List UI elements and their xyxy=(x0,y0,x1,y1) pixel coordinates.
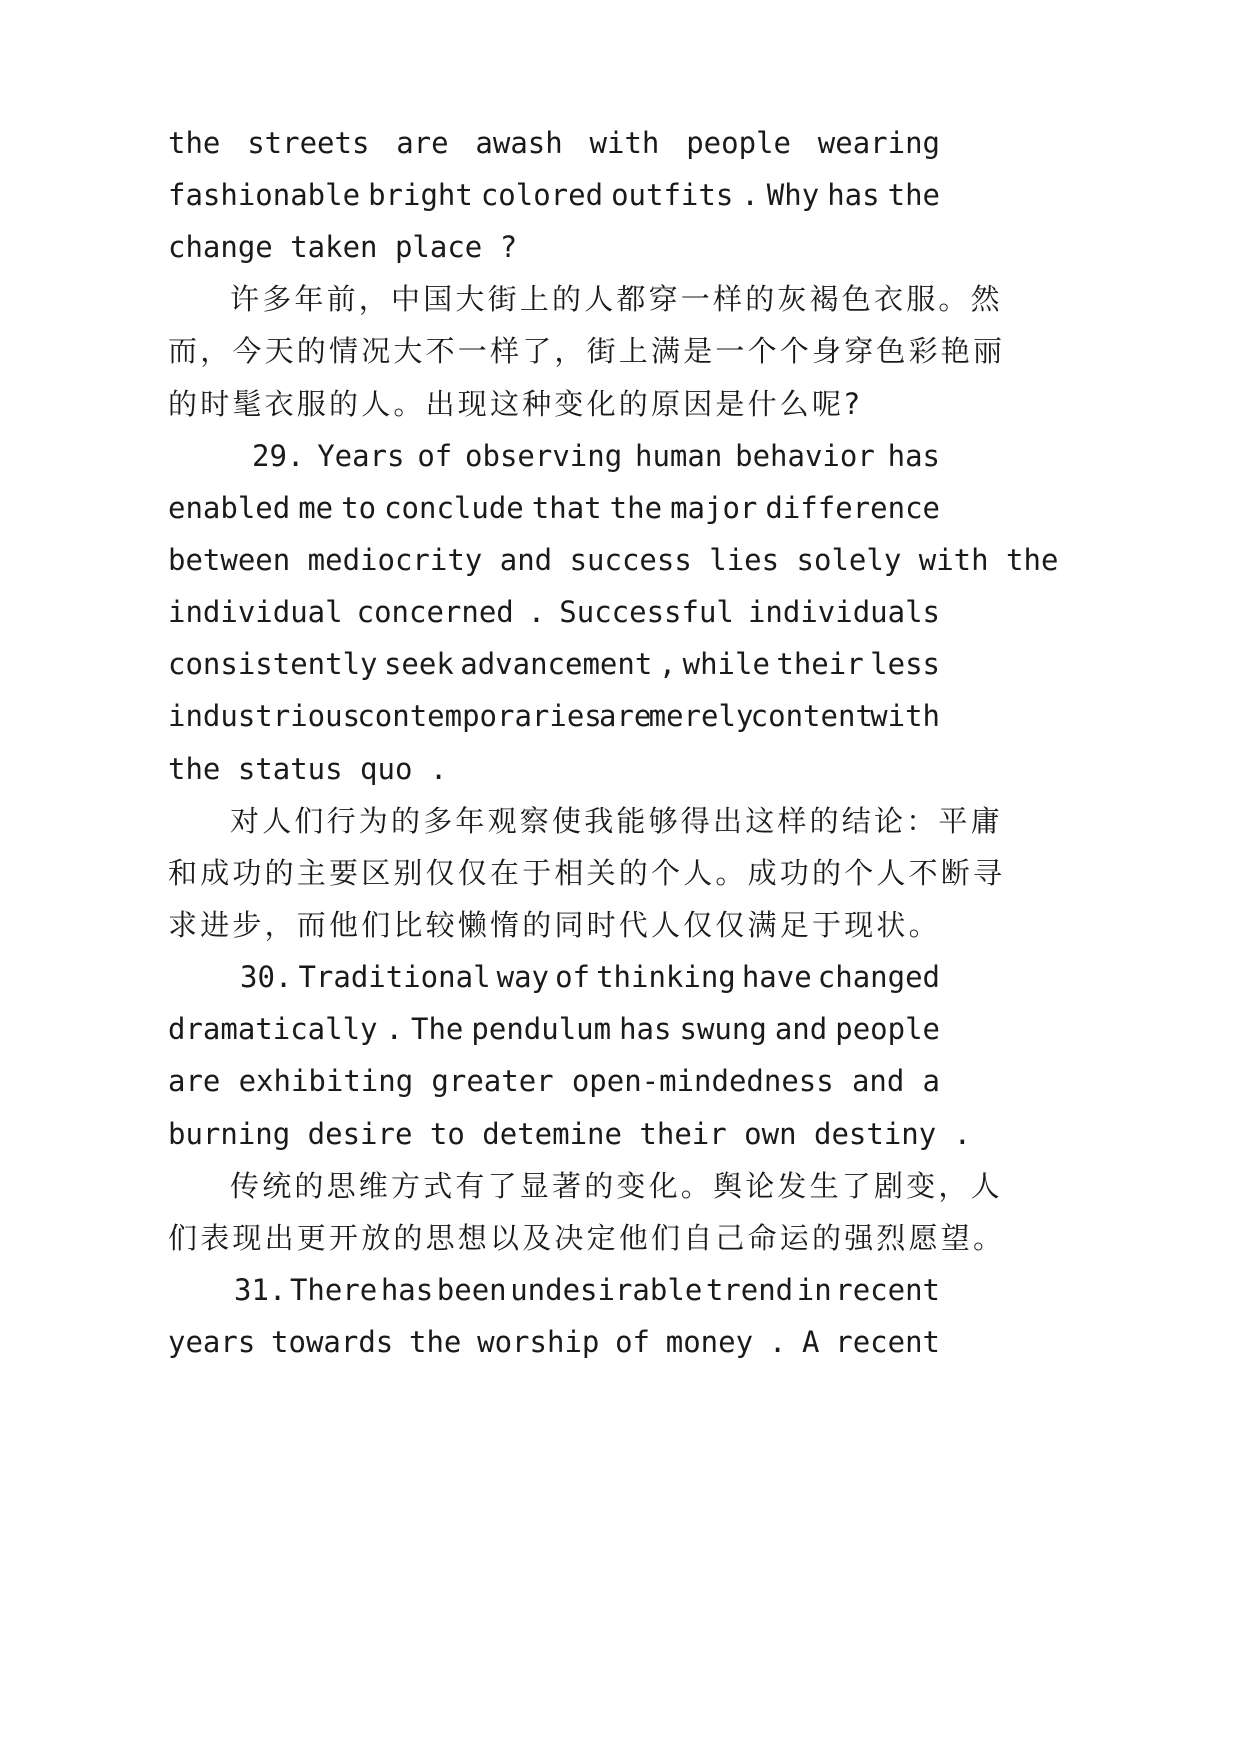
text-segment: content xyxy=(750,699,873,733)
text-segment: me xyxy=(298,491,334,525)
text-segment: to xyxy=(341,491,377,525)
text-segment: seek xyxy=(383,647,454,681)
text-segment: has xyxy=(619,1012,672,1046)
text-segment: are xyxy=(599,699,652,733)
text-segment: . xyxy=(527,595,546,629)
text-segment: , xyxy=(658,647,677,681)
chinese-text-line xyxy=(0,327,1241,375)
text-segment: behavior xyxy=(735,439,875,473)
text-segment: concerned xyxy=(356,595,514,629)
text-segment: enabled xyxy=(168,491,291,525)
text-segment: has xyxy=(887,439,940,473)
text-segment: towards xyxy=(271,1325,394,1359)
text-segment: recent xyxy=(835,1325,940,1359)
text-segment: their xyxy=(776,647,864,681)
text-segment: 31. xyxy=(234,1273,287,1307)
text-segment: with xyxy=(870,699,940,733)
text-segment: Successful xyxy=(559,595,734,629)
text-segment: 传统的思维方式有了显著的变化。舆论发生了剧变，人 xyxy=(230,1169,1003,1203)
text-segment: the xyxy=(409,1325,462,1359)
text-segment: greater xyxy=(431,1064,554,1098)
text-segment: . xyxy=(768,1325,787,1359)
english-text-line xyxy=(0,1110,1241,1158)
text-segment: merely xyxy=(648,699,754,733)
text-segment: conclude xyxy=(384,491,524,525)
text-segment: individual xyxy=(168,595,343,629)
text-segment: between mediocrity and success lies solely with the xyxy=(168,543,1059,577)
text-segment: contemporaries xyxy=(357,699,602,733)
english-text-line xyxy=(0,588,1241,636)
english-text-line xyxy=(0,223,1241,271)
text-segment: worship xyxy=(477,1325,600,1359)
text-segment: of xyxy=(615,1325,651,1359)
text-segment: colored xyxy=(480,178,604,212)
english-text-line xyxy=(0,484,1241,532)
text-segment: observing xyxy=(465,439,623,473)
text-segment: in xyxy=(796,1273,832,1307)
text-segment: and xyxy=(774,1012,828,1046)
text-segment: bright xyxy=(368,178,473,212)
text-segment: 们表现出更开放的思想以及决定他们自己命运的强烈愿望。 xyxy=(168,1221,1006,1255)
text-segment: changed xyxy=(817,960,940,994)
text-segment: change taken place ? xyxy=(168,230,518,264)
text-segment: 许多年前，中国大街上的人都穿一样的灰褐色衣服。然 xyxy=(230,282,1003,316)
text-segment: wearing xyxy=(817,126,940,160)
chinese-text-line xyxy=(0,797,1241,845)
text-segment: individuals xyxy=(747,595,940,629)
text-segment: way xyxy=(496,960,549,994)
text-segment: thinking xyxy=(596,960,736,994)
text-segment: with xyxy=(589,126,660,160)
text-segment: the xyxy=(887,178,940,212)
text-segment: are xyxy=(396,126,449,160)
text-segment: of xyxy=(417,439,453,473)
text-segment: money xyxy=(665,1325,754,1359)
text-segment: consistently xyxy=(168,647,378,681)
text-segment: recent xyxy=(835,1273,940,1307)
text-segment: A xyxy=(802,1325,820,1359)
text-segment: been xyxy=(436,1273,507,1307)
english-text-line xyxy=(0,745,1241,793)
text-segment: of xyxy=(555,960,590,994)
text-segment: a xyxy=(922,1064,940,1098)
text-segment: the xyxy=(609,491,663,525)
text-segment: people xyxy=(686,126,791,160)
text-segment: Years xyxy=(317,439,405,473)
english-text-line xyxy=(0,536,1241,584)
chinese-text-line xyxy=(0,901,1241,949)
text-segment: dramatically xyxy=(168,1012,378,1046)
text-segment: human xyxy=(634,439,723,473)
english-text-line xyxy=(0,171,1241,219)
text-segment: while xyxy=(682,647,770,681)
text-segment: are xyxy=(168,1064,221,1098)
chinese-text-line xyxy=(0,275,1241,323)
english-text-line xyxy=(0,692,1241,740)
chinese-text-line xyxy=(0,380,1241,428)
chinese-text-line xyxy=(0,1214,1241,1262)
text-segment: less xyxy=(870,647,940,681)
text-segment: 对人们行为的多年观察使我能够得出这样的结论：平庸 xyxy=(230,804,1003,838)
text-segment: that xyxy=(531,491,602,525)
text-segment: 而，今天的情况大不一样了，街上满是一个个身穿色彩艳丽 xyxy=(168,334,1006,368)
text-segment: . xyxy=(741,178,759,212)
text-segment: have xyxy=(741,960,812,994)
english-text-line xyxy=(0,1318,1241,1366)
text-segment: pendulum xyxy=(471,1012,612,1046)
text-segment: the xyxy=(168,126,221,160)
text-segment: awash xyxy=(475,126,563,160)
english-text-line xyxy=(0,119,1241,167)
text-segment: 29. xyxy=(252,439,305,473)
text-segment: industrious xyxy=(168,699,361,733)
text-segment: Why xyxy=(766,178,820,212)
text-segment: has xyxy=(827,178,880,212)
text-segment: exhibiting xyxy=(238,1064,414,1098)
text-segment: outfits xyxy=(611,178,734,212)
english-text-line xyxy=(0,640,1241,688)
text-segment: There xyxy=(289,1273,378,1307)
text-segment: trend xyxy=(705,1273,794,1307)
text-segment: years xyxy=(168,1325,256,1359)
chinese-text-line xyxy=(0,849,1241,897)
text-segment: 的时髦衣服的人。出现这种变化的原因是什么呢? xyxy=(168,387,863,421)
english-text-line xyxy=(0,1005,1241,1053)
text-segment: fashionable xyxy=(168,178,361,212)
english-text-line xyxy=(0,1057,1241,1105)
text-segment: swung xyxy=(679,1012,767,1046)
text-segment: major xyxy=(670,491,758,525)
chinese-text-line xyxy=(0,1162,1241,1210)
text-segment: open-mindedness xyxy=(571,1064,834,1098)
text-segment: undesirable xyxy=(510,1273,703,1307)
text-segment: burning desire to detemine their own destiny . xyxy=(168,1117,972,1151)
text-segment: 和成功的主要区别仅仅在于相关的个人。成功的个人不断寻 xyxy=(168,856,1006,890)
english-text-line xyxy=(0,1266,1241,1314)
text-segment: 30. xyxy=(240,960,293,994)
text-segment: the status quo . xyxy=(168,752,448,786)
text-segment: has xyxy=(380,1273,434,1307)
text-segment: advancement xyxy=(460,647,653,681)
text-segment: and xyxy=(851,1064,905,1098)
text-segment: The xyxy=(411,1012,464,1046)
text-segment: 求进步，而他们比较懒惰的同时代人仅仅满足于现状。 xyxy=(168,908,941,942)
text-segment: Traditional xyxy=(298,960,491,994)
text-segment: difference xyxy=(765,491,940,525)
english-text-line xyxy=(0,432,1241,480)
text-segment: streets xyxy=(247,126,370,160)
english-text-line xyxy=(0,953,1241,1001)
text-segment: people xyxy=(835,1012,940,1046)
text-segment: . xyxy=(385,1012,403,1046)
